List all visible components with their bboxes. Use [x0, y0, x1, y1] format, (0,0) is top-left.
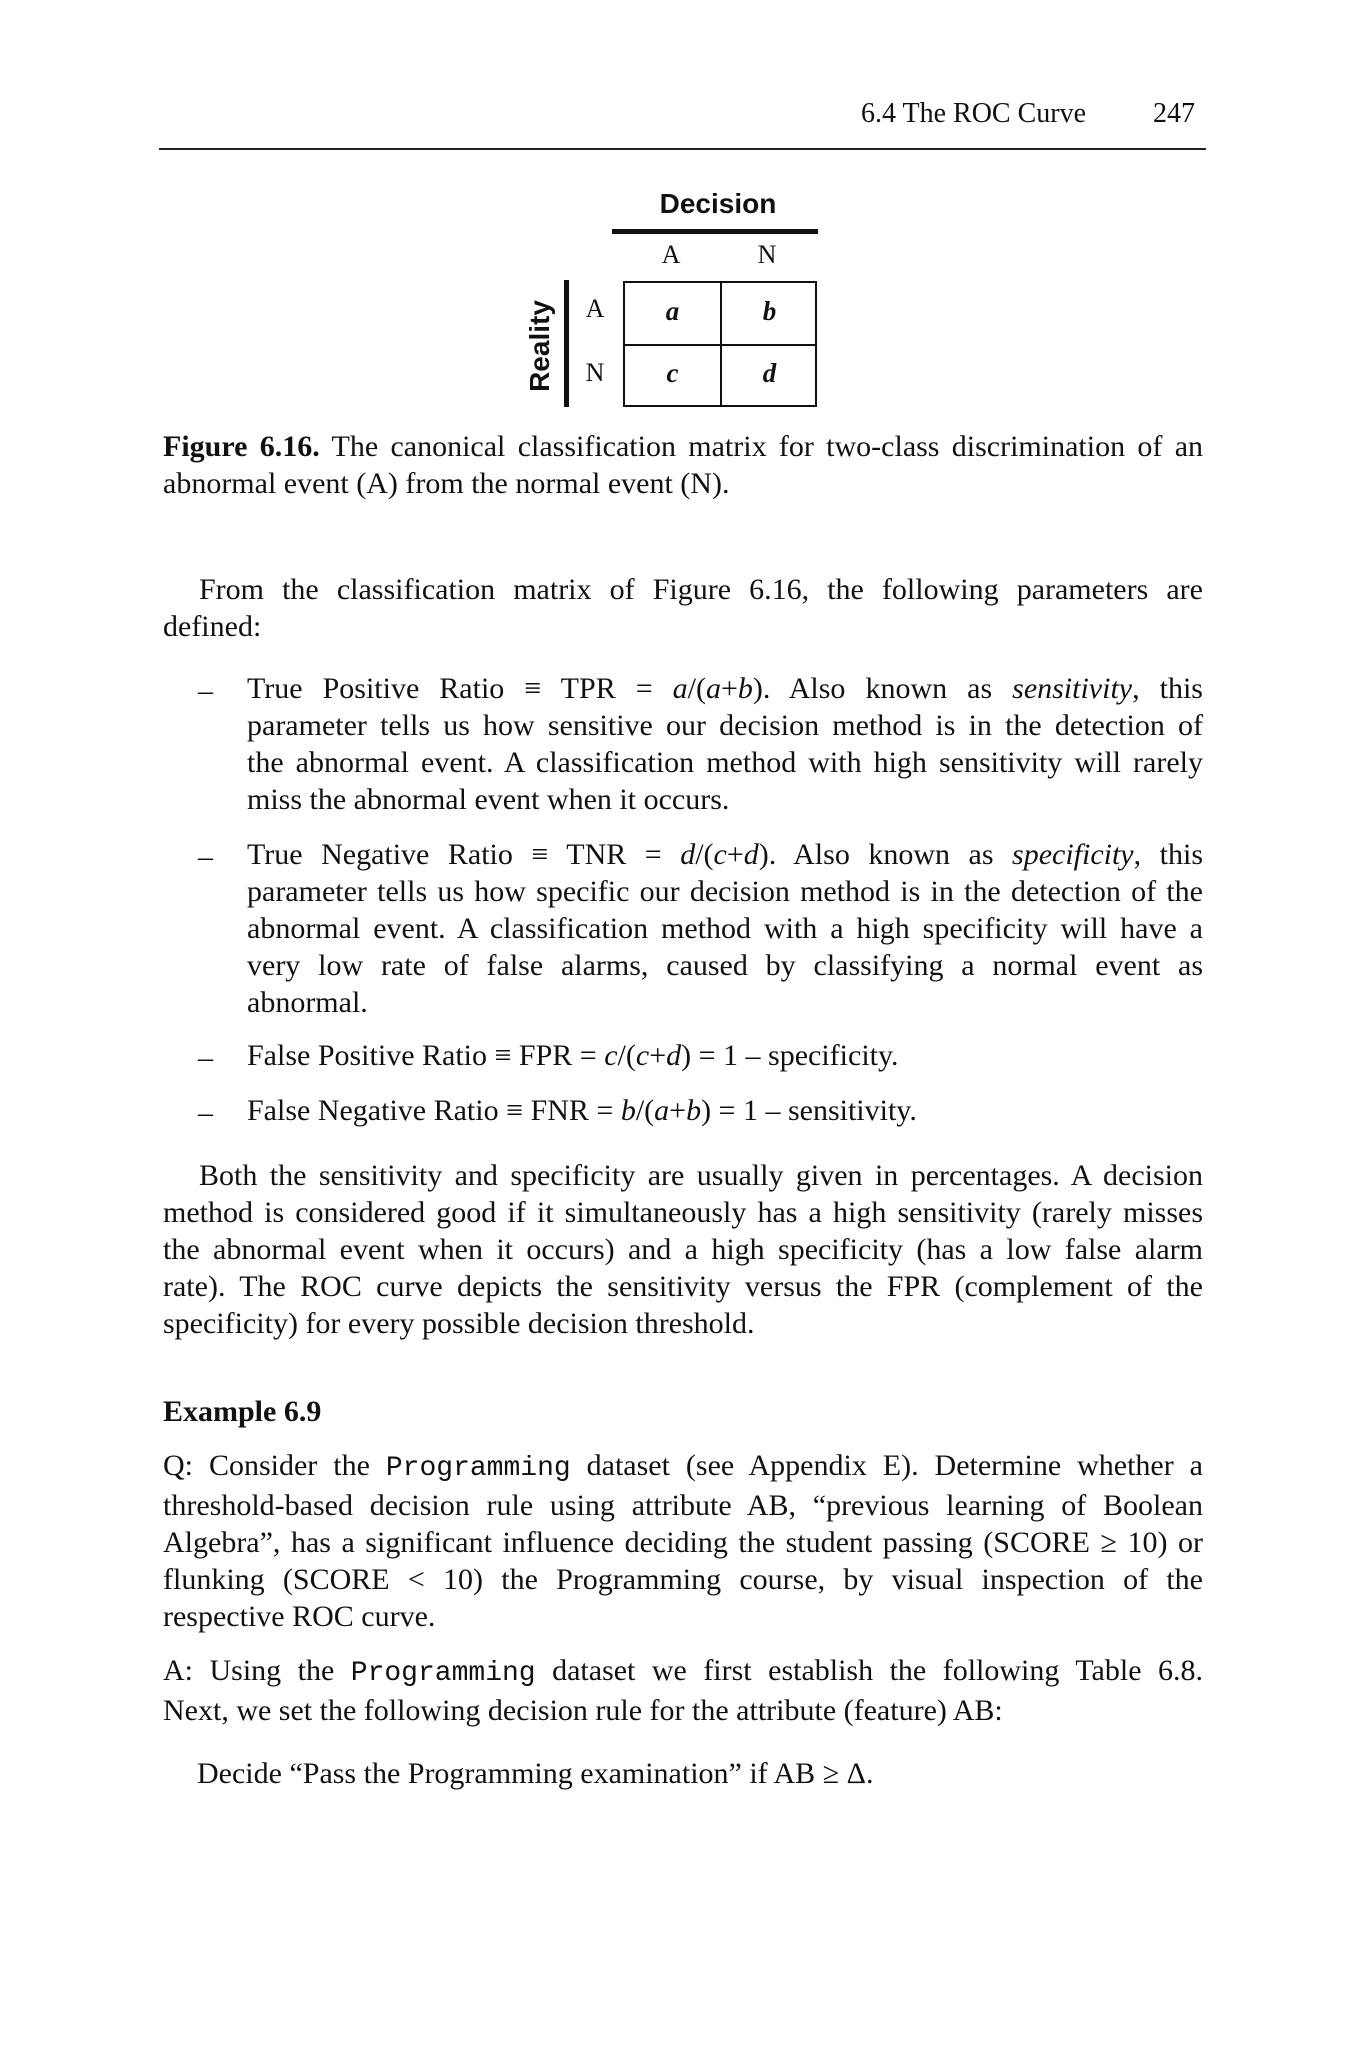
- matrix-cell-b: b: [762, 296, 777, 326]
- caption-text-1: The canonical classification matrix for two-class discrimination of an: [319, 430, 1204, 463]
- reality-axis: [510, 284, 570, 408]
- bullet-fnr: [247, 1092, 1203, 1129]
- running-header-title: 6.4 The ROC Curve: [861, 98, 1087, 129]
- q-line-5: respective ROC curve.: [163, 1600, 436, 1633]
- a-line-1: [163, 1652, 1203, 1692]
- tpr-aka: ). Also known as: [752, 672, 1013, 705]
- term-specificity: specificity: [1012, 838, 1134, 871]
- q-line-2: threshold-based decision rule using attribute AB, “previous learning of Boolean: [163, 1489, 1203, 1522]
- example-question: [163, 1447, 1203, 1635]
- fnr-var-b2: b: [686, 1094, 702, 1127]
- fnr-line: [247, 1092, 1203, 1129]
- decision-axis-label: Decision: [659, 188, 777, 219]
- tpr-line-1: [247, 670, 1203, 707]
- tnr-var-d2: d: [743, 838, 759, 871]
- matrix-cell-a: a: [665, 296, 680, 326]
- tnr-aka: ). Also known as: [758, 838, 1013, 871]
- bullet-dash-2: –: [198, 840, 213, 873]
- tnr-var-c: c: [713, 838, 727, 871]
- tpr-definition: True Positive Ratio ≡ TPR =: [247, 672, 673, 705]
- matrix-grid: [623, 281, 817, 407]
- column-header-n: N: [757, 240, 777, 269]
- fpr-var-c2: c: [635, 1039, 650, 1072]
- column-header-a: A: [661, 240, 681, 269]
- intro-line-1: From the classification matrix of Figure 6.16, the following parameters are: [199, 573, 1203, 606]
- tpr-tail: , this: [1132, 672, 1203, 705]
- tpr-line-3: the abnormal event. A classification method with high sensitivity will rarely: [247, 746, 1203, 779]
- q-line-1: [163, 1447, 1203, 1487]
- para2-line-3: the abnormal event when it occurs) and a high specificity (has a low false alarm: [163, 1233, 1203, 1266]
- tpr-var-b: b: [737, 672, 753, 705]
- q-dataset-name: Programming: [385, 1453, 571, 1484]
- intro-paragraph: [163, 571, 1203, 645]
- decision-rule-statement: Decide “Pass the Programming examination” if AB ≥ Δ.: [197, 1757, 874, 1790]
- bullet-dash-4: –: [198, 1096, 213, 1129]
- tpr-line-2: parameter tells us how sensitive our decision method is in the detection of: [247, 709, 1203, 742]
- tpr-plus: +: [720, 672, 738, 705]
- fnr-sep: /(: [635, 1094, 655, 1127]
- page-number: 247: [1153, 98, 1195, 129]
- para2-line-1: Both the sensitivity and specificity are usually given in percentages. A decision: [199, 1159, 1203, 1192]
- bullet-tnr: [247, 836, 1203, 1021]
- para2-line-4: rate). The ROC curve depicts the sensitivity versus the FPR (complement of the: [163, 1270, 1203, 1303]
- a-dataset-name: Programming: [350, 1658, 536, 1689]
- bullet-tpr: [247, 670, 1203, 818]
- fpr-var-d: d: [666, 1039, 682, 1072]
- tnr-line-1: [247, 836, 1203, 873]
- tnr-line-2: parameter tells us how specific our decision method is in the detection of the: [247, 875, 1203, 908]
- fpr-definition: False Positive Ratio ≡ FPR =: [247, 1039, 605, 1072]
- reality-axis-label: Reality: [524, 300, 555, 392]
- bullet-dash-1: –: [198, 674, 213, 707]
- fpr-line: [247, 1037, 1203, 1074]
- q-prefix: Q: Consider the: [163, 1449, 386, 1482]
- row-header-n: N: [585, 358, 605, 387]
- matrix-cell-c: c: [666, 358, 679, 388]
- reality-rule: [564, 280, 569, 407]
- term-sensitivity: sensitivity: [1012, 672, 1133, 705]
- fnr-result: ) = 1 – sensitivity.: [701, 1094, 917, 1127]
- tnr-line-4: very low rate of false alarms, caused by classifying a normal event as: [247, 949, 1203, 982]
- tpr-var-a2: a: [705, 672, 721, 705]
- matrix-cell-d: d: [762, 358, 777, 388]
- header-rule: [159, 148, 1206, 150]
- para2-line-2: method is considered good if it simultaneously has a high sensitivity (rarely misses: [163, 1196, 1203, 1229]
- tnr-plus: +: [726, 838, 744, 871]
- fnr-var-b: b: [620, 1094, 636, 1127]
- sensitivity-specificity-paragraph: [163, 1157, 1203, 1342]
- example-answer: [163, 1652, 1203, 1729]
- tnr-definition: True Negative Ratio ≡ TNR =: [247, 838, 681, 871]
- caption-line-2: abnormal event (A) from the normal event (N).: [163, 467, 730, 500]
- fnr-var-a: a: [654, 1094, 670, 1127]
- tpr-line-4: miss the abnormal event when it occurs.: [247, 783, 730, 816]
- tnr-line-5: abnormal.: [247, 986, 368, 1019]
- tnr-var-d: d: [680, 838, 696, 871]
- fpr-sep: /(: [617, 1039, 636, 1072]
- q-line-4: flunking (SCORE < 10) the Programming course, by visual inspection of the: [163, 1563, 1203, 1596]
- a-prefix: A: Using the: [163, 1654, 351, 1687]
- matrix-divider-horizontal: [625, 344, 815, 346]
- bullet-dash-3: –: [198, 1041, 213, 1074]
- a-rest: dataset we first establish the following Table 6.8.: [535, 1654, 1203, 1687]
- decision-rule: [612, 229, 818, 234]
- tpr-var-a: a: [672, 672, 688, 705]
- bullet-fpr: [247, 1037, 1203, 1074]
- q-line-3: Algebra”, has a significant influence deciding the student passing (SCORE ≥ 10) or: [163, 1526, 1203, 1559]
- tnr-tail: , this: [1133, 838, 1203, 871]
- caption-label: Figure 6.16.: [163, 430, 320, 463]
- fpr-var-c: c: [604, 1039, 618, 1072]
- q-rest: dataset (see Appendix E). Determine whether a: [570, 1449, 1204, 1482]
- a-line-2: Next, we set the following decision rule for the attribute (feature) AB:: [163, 1694, 1003, 1727]
- fnr-plus: +: [669, 1094, 687, 1127]
- fpr-plus: +: [649, 1039, 667, 1072]
- example-title: Example 6.9: [163, 1395, 322, 1428]
- tpr-sep: /(: [687, 672, 706, 705]
- fpr-result: ) = 1 – specificity.: [681, 1039, 899, 1072]
- intro-line-2: defined:: [163, 610, 262, 643]
- caption-line-1: [163, 428, 1203, 465]
- para2-line-5: specificity) for every possible decision threshold.: [163, 1307, 755, 1340]
- tnr-sep: /(: [695, 838, 714, 871]
- tnr-line-3: abnormal event. A classification method with a high specificity will have a: [247, 912, 1203, 945]
- fnr-definition: False Negative Ratio ≡ FNR =: [247, 1094, 621, 1127]
- figure-caption: [163, 428, 1203, 502]
- row-header-a: A: [585, 294, 605, 323]
